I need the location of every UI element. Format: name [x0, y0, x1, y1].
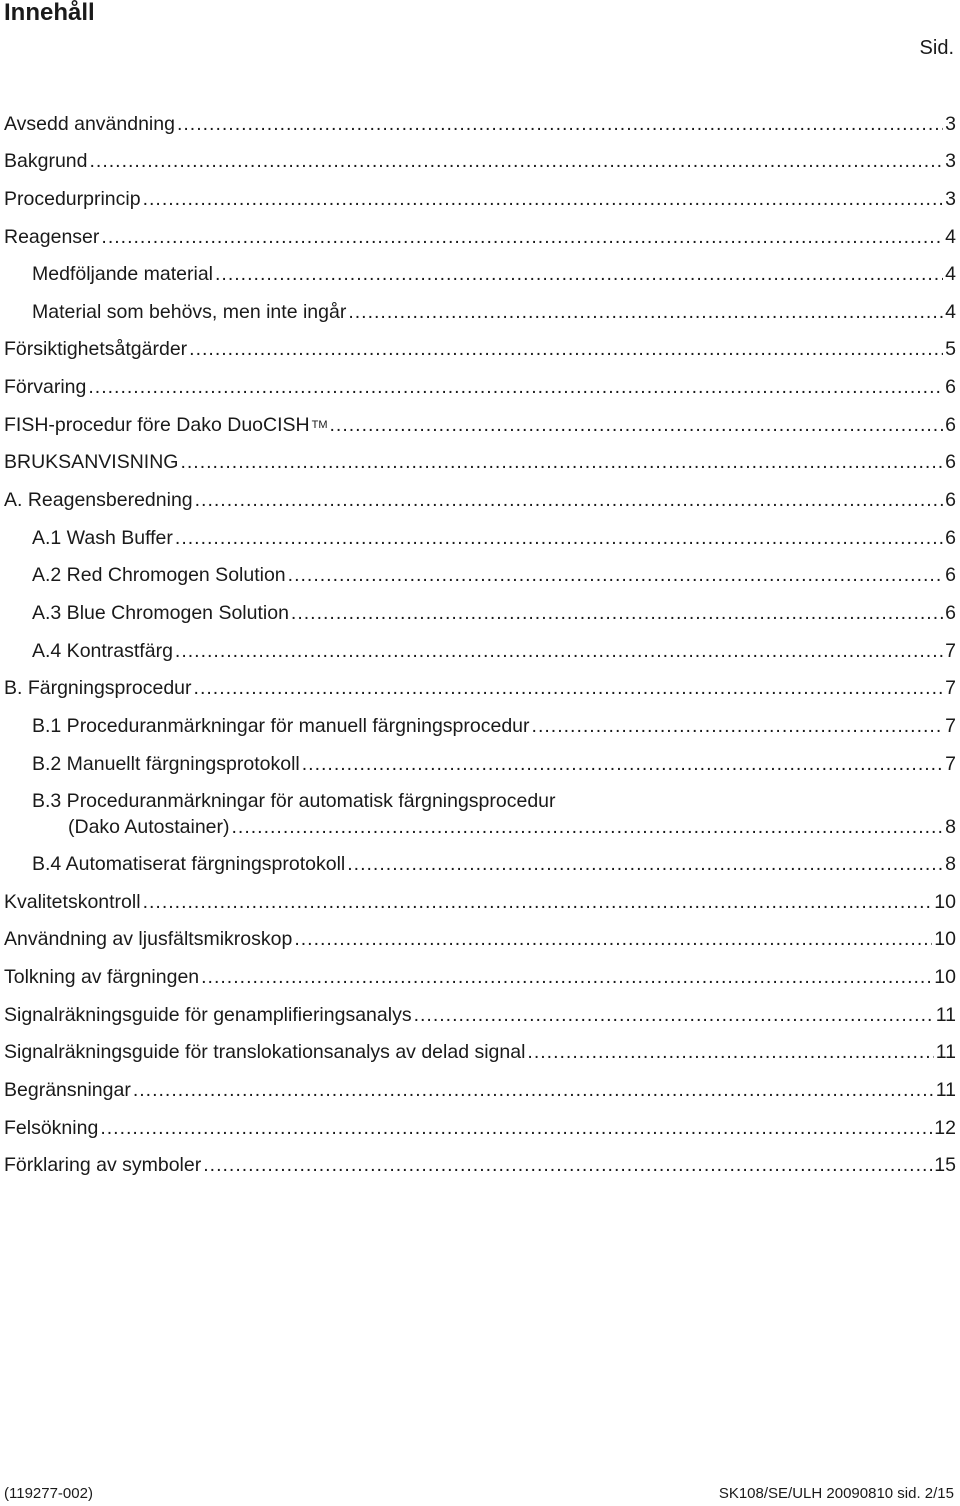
toc-entry-page: 3 [945, 187, 956, 210]
toc-entry-page: 4 [945, 225, 956, 248]
footer [4, 1484, 954, 1504]
toc-dot-leader [189, 336, 943, 362]
toc-entry-label: B.4 Automatiserat färgningsprotokoll [32, 853, 346, 876]
toc-entry-page: 7 [945, 677, 956, 700]
toc-entry-page: 7 [945, 752, 956, 775]
toc-entry-page: 6 [945, 526, 956, 549]
toc-entry-page: 11 [935, 1003, 956, 1026]
toc-entry-label: Försiktighetsåtgärder [4, 338, 188, 361]
toc-dot-leader [175, 638, 943, 664]
toc-entry[interactable] [4, 588, 956, 626]
toc-entry-label-continuation: (Dako Autostainer) [68, 815, 230, 838]
toc-entry[interactable] [4, 626, 956, 664]
toc-dot-leader [143, 186, 944, 212]
toc-entry-label: Avsedd användning [4, 112, 175, 135]
toc-entry-page: 6 [945, 489, 956, 512]
toc-entry-page: 10 [934, 966, 956, 989]
toc-dot-leader [101, 224, 943, 250]
toc-dot-leader [347, 851, 943, 877]
toc-entry[interactable] [4, 137, 956, 175]
toc-entry-page: 3 [945, 112, 956, 135]
toc-entry-label: Reagenser [4, 225, 100, 248]
toc-entry[interactable] [4, 438, 956, 476]
toc-entry-page: 8 [945, 815, 956, 838]
toc-dot-leader [203, 1152, 932, 1178]
toc-entry-label: Medföljande material [32, 263, 214, 286]
toc-dot-leader [201, 964, 932, 990]
toc-entry[interactable] [4, 287, 956, 325]
toc-entry[interactable] [4, 739, 956, 777]
toc-dot-leader [177, 111, 943, 137]
footer-doc-number: (119277-002) [4, 1485, 93, 1502]
toc-entry-page: 10 [934, 928, 956, 951]
toc-entry-page: 6 [945, 601, 956, 624]
toc-entry-page: 6 [945, 564, 956, 587]
toc-entry[interactable] [4, 325, 956, 363]
toc-entry-label: B.2 Manuellt färgningsprotokoll [32, 752, 300, 775]
footer-page-info: SK108/SE/ULH 20090810 sid. 2/15 [718, 1485, 954, 1502]
toc-entry[interactable] [4, 990, 956, 1028]
toc-entry-page: 6 [945, 413, 956, 436]
toc-dot-leader [88, 374, 943, 400]
toc-entry-page: 6 [945, 451, 956, 474]
toc-entry-label: A. Reagensberedning [4, 489, 193, 512]
toc-entry-label: B.1 Proceduranmärkningar för manuell färgningsprocedur [32, 714, 530, 737]
toc-entry-page: 6 [945, 376, 956, 399]
toc-entry-label: Material som behövs, men inte ingår [32, 300, 347, 323]
toc-entry[interactable] [4, 1103, 956, 1141]
toc-entry-page: 3 [945, 150, 956, 173]
toc-entry[interactable] [4, 664, 956, 702]
toc-dot-leader [215, 261, 943, 287]
toc-entry-label: A.2 Red Chromogen Solution [32, 564, 286, 587]
toc-dot-leader [288, 562, 943, 588]
toc-dot-leader [414, 1002, 934, 1028]
toc-entry[interactable] [4, 250, 956, 288]
toc-entry-page: 7 [945, 714, 956, 737]
toc-entry-page: 11 [935, 1079, 956, 1102]
toc-dot-leader [291, 600, 943, 626]
toc-entry-page: 11 [935, 1041, 956, 1064]
toc-entry-label: A.3 Blue Chromogen Solution [32, 601, 289, 624]
toc-entry[interactable] [4, 551, 956, 589]
toc-entry[interactable] [4, 1065, 956, 1103]
toc-entry[interactable] [4, 475, 956, 513]
toc-entry-label: Begränsningar [4, 1079, 131, 1102]
toc-dot-leader [89, 148, 943, 174]
toc-entry-page: 10 [934, 890, 956, 913]
toc-entry[interactable] [4, 513, 956, 551]
toc-entry-label: Felsökning [4, 1116, 99, 1139]
toc-dot-leader [175, 525, 943, 551]
toc-entry-label: Förklaring av symboler [4, 1154, 202, 1177]
toc-dot-leader [180, 449, 943, 475]
toc-entry-label: Tolkning av färgningen [4, 966, 200, 989]
toc-entry-label: A.4 Kontrastfärg [32, 639, 173, 662]
trademark-mark: TM [311, 418, 328, 431]
toc-entry-page: 4 [945, 300, 956, 323]
toc-entry[interactable] [4, 1141, 956, 1179]
toc-entry-label: Procedurprincip [4, 187, 141, 210]
toc-entry-label: A.1 Wash Buffer [32, 526, 173, 549]
toc-entry-page: 15 [934, 1154, 956, 1177]
toc-dot-leader [232, 814, 944, 840]
toc-entry[interactable] [4, 174, 956, 212]
toc-dot-leader [294, 926, 932, 952]
table-of-contents [4, 99, 956, 1178]
toc-entry-page: 12 [934, 1116, 956, 1139]
toc-dot-leader [133, 1077, 934, 1103]
toc-dot-leader [302, 751, 943, 777]
toc-entry[interactable] [4, 952, 956, 990]
toc-dot-leader [195, 487, 944, 513]
toc-entry-label: Användning av ljusfältsmikroskop [4, 928, 293, 951]
toc-dot-leader [330, 412, 944, 438]
toc-entry-label: Signalräkningsguide för translokationsanalys av delad signal [4, 1041, 526, 1064]
toc-dot-leader [143, 889, 933, 915]
toc-entry-label: Förvaring [4, 376, 87, 399]
toc-dot-leader [348, 299, 943, 325]
toc-entry-page: 7 [945, 639, 956, 662]
toc-entry[interactable] [4, 877, 956, 915]
toc-entry-label: FISH-procedur före Dako DuoCISH [4, 413, 310, 436]
toc-dot-leader [100, 1115, 932, 1141]
toc-entry-label: Kvalitetskontroll [4, 890, 141, 913]
toc-entry-page: 5 [945, 338, 956, 361]
toc-entry[interactable] [4, 212, 956, 250]
toc-entry-label: Bakgrund [4, 150, 88, 173]
toc-dot-leader [194, 675, 944, 701]
page-title: Innehåll [4, 0, 95, 26]
toc-entry[interactable] [4, 777, 956, 840]
toc-entry-page: 4 [945, 263, 956, 286]
toc-entry[interactable] [4, 99, 956, 137]
toc-entry[interactable] [4, 701, 956, 739]
toc-entry-page: 8 [945, 853, 956, 876]
toc-dot-leader [527, 1039, 933, 1065]
toc-dot-leader [532, 713, 944, 739]
toc-entry[interactable] [4, 400, 956, 438]
page-column-label: Sid. [919, 37, 954, 59]
toc-entry-label: Signalräkningsguide för genamplifieringsanalys [4, 1003, 412, 1026]
toc-entry[interactable] [4, 1028, 956, 1066]
toc-entry[interactable] [4, 915, 956, 953]
toc-entry-label: B.3 Proceduranmärkningar för automatisk färgningsprocedur [32, 789, 556, 812]
toc-entry-label: B. Färgningsprocedur [4, 677, 192, 700]
toc-entry-label: BRUKSANVISNING [4, 451, 179, 474]
toc-entry[interactable] [4, 840, 956, 878]
toc-entry[interactable] [4, 362, 956, 400]
